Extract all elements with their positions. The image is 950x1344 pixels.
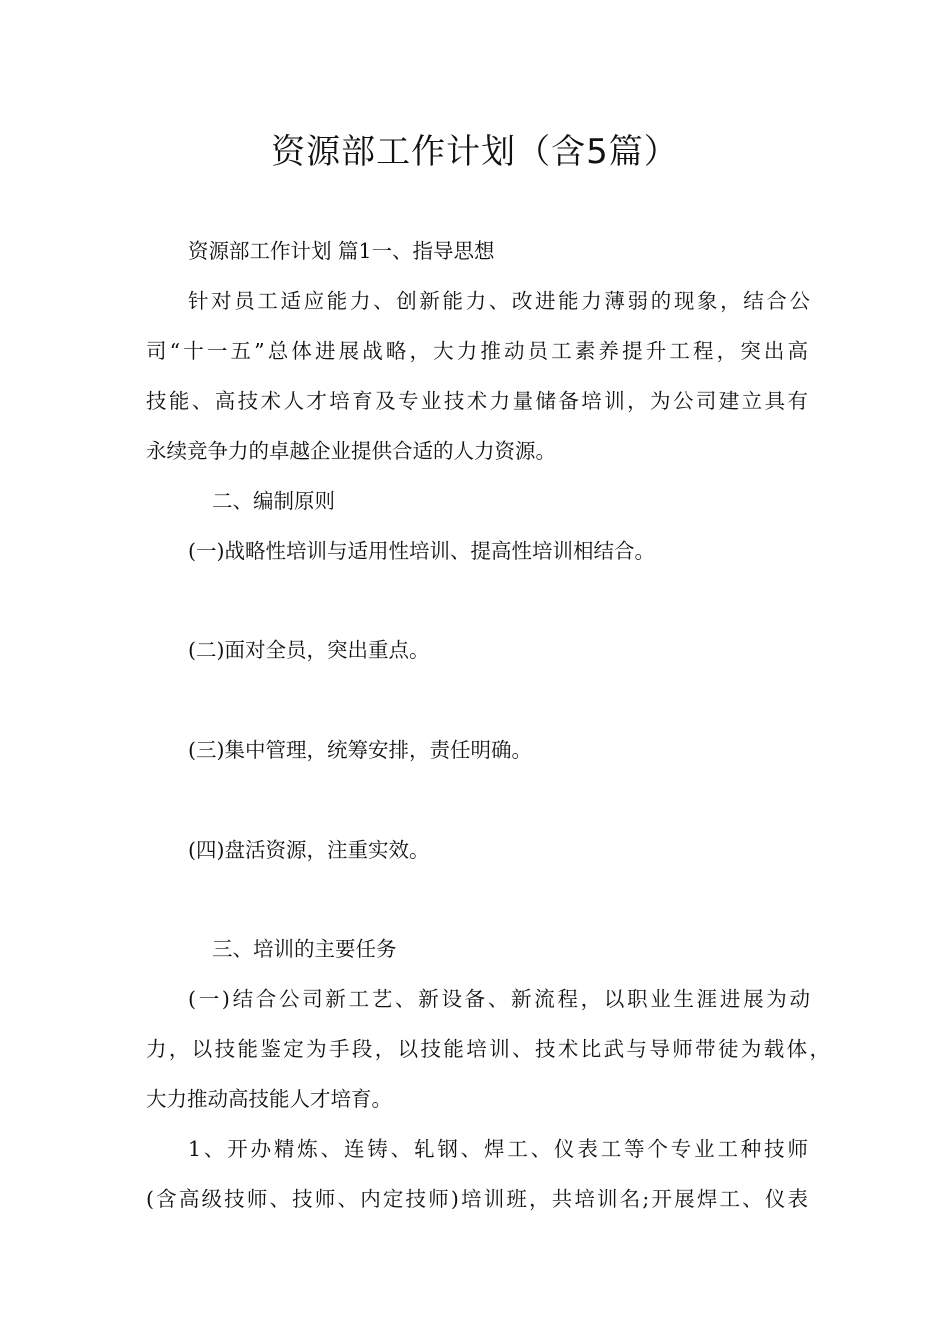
paragraph-line: 力，以技能鉴定为手段，以技能培训、技术比武与导师带徒为载体， <box>146 1037 830 1061</box>
paragraph-line: 司“十一五”总体进展战略，大力推动员工素养提升工程，突出高 <box>146 339 808 363</box>
paragraph-line: 资源部工作计划 篇1一、指导思想 <box>188 239 495 263</box>
paragraph-line: (三)集中管理，统筹安排，责任明确。 <box>188 738 532 762</box>
section-heading: 三、培训的主要任务 <box>212 937 397 961</box>
paragraph-line: (一)战略性培训与适用性培训、提高性培训相结合。 <box>188 539 655 563</box>
document-title: 资源部工作计划（含5篇） <box>271 132 679 172</box>
paragraph-line: (含高级技师、技师、内定技师)培训班，共培训名;开展焊工、仪表 <box>146 1187 808 1211</box>
paragraph-line: 1、开办精炼、连铸、轧钢、焊工、仪表工等个专业工种技师 <box>188 1137 808 1161</box>
paragraph-line: (四)盘活资源，注重实效。 <box>188 838 430 862</box>
paragraph-line: (一)结合公司新工艺、新设备、新流程，以职业生涯进展为动 <box>188 987 810 1011</box>
paragraph-line: 永续竞争力的卓越企业提供合适的人力资源。 <box>146 439 556 463</box>
paragraph-line: (二)面对全员，突出重点。 <box>188 638 430 662</box>
paragraph-line: 技能、高技术人才培育及专业技术力量储备培训，为公司建立具有 <box>146 389 808 413</box>
paragraph-line: 针对员工适应能力、创新能力、改进能力薄弱的现象，结合公 <box>188 289 810 313</box>
section-heading: 二、编制原则 <box>212 489 335 513</box>
paragraph-line: 大力推动高技能人才培育。 <box>146 1087 392 1111</box>
